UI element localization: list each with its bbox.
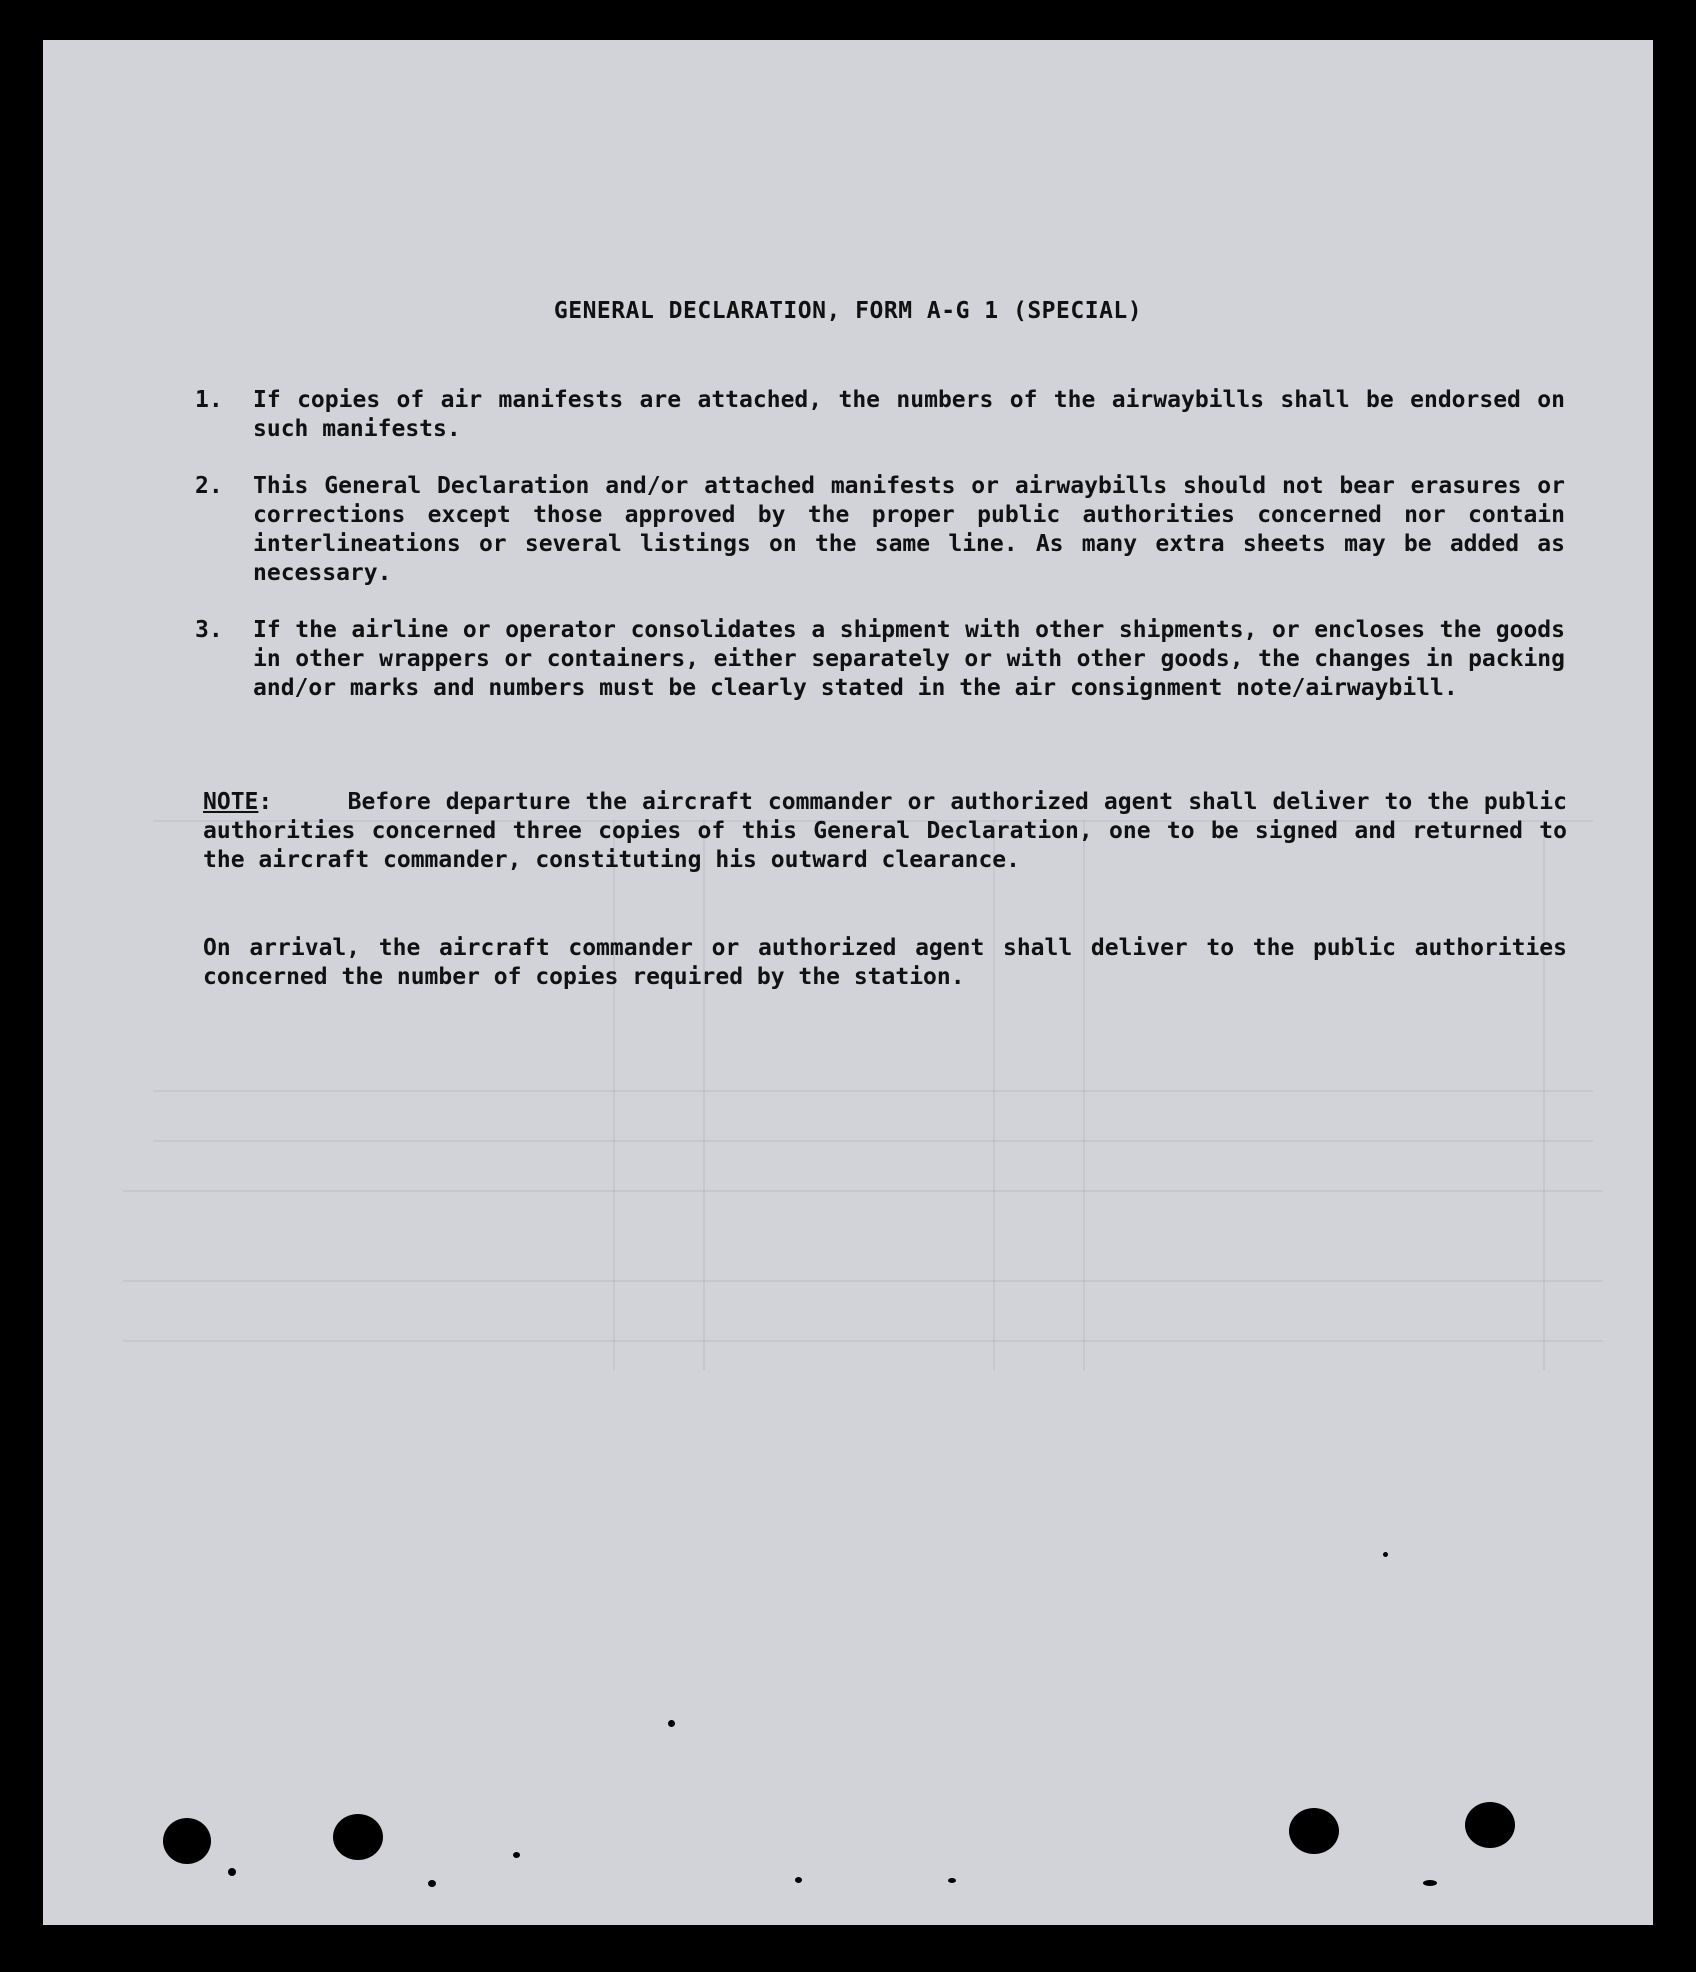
punch-hole (1465, 1802, 1515, 1848)
speck (795, 1877, 802, 1883)
list-item (195, 616, 1565, 703)
speck (513, 1852, 520, 1858)
list-item (195, 472, 1565, 588)
arrival-paragraph: On arrival, the aircraft commander or authorized agent shall deliver to the public authorities concerned the number of copies required by the station. (203, 935, 1567, 990)
punch-hole (1289, 1808, 1339, 1854)
note-text: Before departure the aircraft commander or authorized agent shall deliver to the public authorities concerned three copies of this General Declaration, one to be signed and returned to the aircraft commander, constituting his outward clearance. (203, 789, 1567, 873)
speck (228, 1868, 236, 1876)
speck (948, 1878, 956, 1883)
document-page (43, 40, 1653, 1925)
document-body (43, 40, 1653, 1925)
list-item-text: If copies of air manifests are attached, the numbers of the airwaybills shall be endorsed on such manifests. (253, 387, 1565, 442)
list-item-text: If the airline or operator consolidates a shipment with other shipments, or encloses the goods in other wrappers or containers, either separately or with other goods, the changes in packing and/or marks and numbers must be clearly stated in the air consignment note/airwaybill. (253, 617, 1565, 701)
speck (668, 1720, 675, 1727)
speck (1423, 1880, 1437, 1886)
list-item-number: 1. (195, 387, 223, 413)
page-title: GENERAL DECLARATION, FORM A-G 1 (SPECIAL) (553, 298, 1143, 324)
list-item (195, 386, 1565, 444)
note-label: NOTE (203, 789, 259, 815)
punch-hole (333, 1814, 383, 1860)
speck (1383, 1552, 1388, 1557)
punch-hole (163, 1818, 211, 1864)
note-paragraph: NOTE: Before departure the aircraft commander or authorized agent shall deliver to the public authorities concerned three copies of this General Declaration, one to be signed and returned to the aircraft commander, constituting his outward clearance. (203, 789, 1567, 873)
speck (428, 1880, 436, 1887)
list-item-text: This General Declaration and/or attached manifests or airwaybills should not bear erasures or corrections except those approved by the proper public authorities concerned nor contain interlineations or several listings on the same line. As many extra sheets may be added as necessary. (253, 473, 1565, 586)
list-item-number: 3. (195, 617, 223, 643)
list-item-number: 2. (195, 473, 223, 499)
